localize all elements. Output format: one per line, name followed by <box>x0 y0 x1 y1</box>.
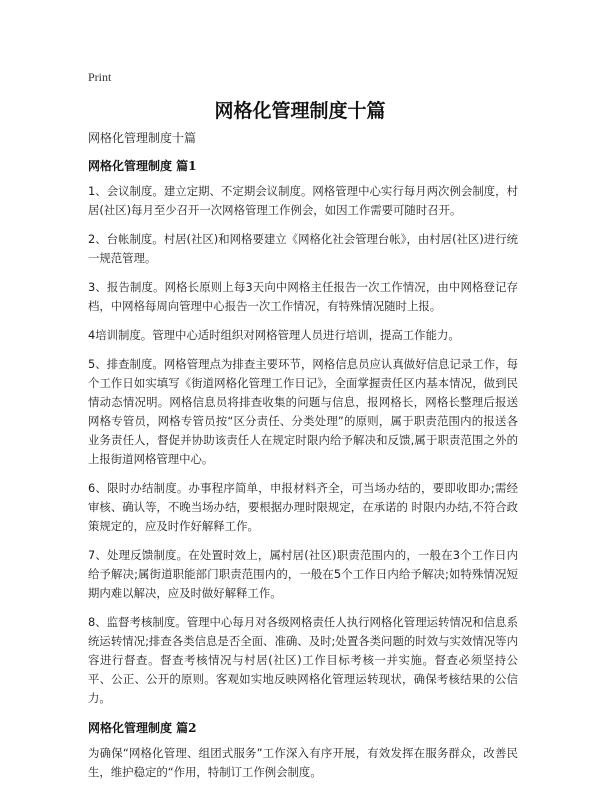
section-heading-2: 网格化管理制度 篇2 <box>88 721 197 735</box>
paragraph: 7、处理反馈制度。在处置时效上，属村居(社区)职责范围内的，一般在3个工作日内给予解决;属街道职能部门职责范围内的，一般在5个工作日内给予解决;如特殊情况短期内难以解决，应及时做好解释工作。 <box>88 548 518 600</box>
print-label: Print <box>88 70 112 84</box>
document-subtitle: 网格化管理制度十篇 <box>88 131 197 145</box>
paragraph: 2、台帐制度。村居(社区)和网格要建立《网格化社会管理台帐》，由村居(社区)进行统一规范管理。 <box>88 232 518 265</box>
paragraph: 为确保“网格化管理、组团式服务”工作深入有序开展，有效发挥在服务群众，改善民生，维护稳定的“作用，特制订工作例会制度。 <box>88 746 518 779</box>
paragraph: 8、监督考核制度。管理中心每月对各级网格责任人执行网格化管理运转情况和信息系统运转情况;排查各类信息是否全面、准确、及时;处置各类问题的时效与实效情况等内容进行督查。督查考核情况与村居(社区)工作目标考核一并实施。督查必须坚持公平、公正、公开的原则。客观如实地反映网格化管理运转现状，确保考核结果的公信力。 <box>88 615 518 705</box>
paragraph: 3、报告制度。网格长原则上每3天向中网格主任报告一次工作情况，由中网格登记存档，中网格每周向管理中心报告一次工作情况，有特殊情况随时上报。 <box>88 280 518 313</box>
paragraph: 6、限时办结制度。办事程序简单，申报材料齐全，可当场办结的，要即收即办;需经审核、确认等，不晚当场办结，要根据办理时限规定，在承诺的 时限内办结,不符合政策规定的，应及时作好解释工作。 <box>88 481 518 533</box>
document-body <box>88 128 518 792</box>
section-heading-1: 网格化管理制度 篇1 <box>88 159 197 173</box>
paragraph: 5、排查制度。网格管理点为排查主要环节，网格信息员应认真做好信息记录工作，每个工作日如实填写《街道网格化管理工作日记》，全面掌握责任区内基本情况，做到民情动态情况明。网格信息员将排查收集的问题与信息，报网格长，网格长整理后报送网格专管员，网格专管员按“区分责任、分类处理”的原则，属于职责范围内的报送各业务责任人，督促并协助该责任人在规定时限内给予解决和反馈,属于职责范围之外的上报街道网格管理中心。 <box>88 357 518 466</box>
paragraph: 4培训制度。管理中心适时组织对网格管理人员进行培训，提高工作能力。 <box>88 328 460 342</box>
page-title: 网格化管理制度十篇 <box>214 100 386 122</box>
paragraph: 1、会议制度。建立定期、不定期会议制度。网格管理中心实行每月两次例会制度，村居(社区)每月至少召开一次网格管理工作例会，如因工作需要可随时召开。 <box>88 184 518 217</box>
